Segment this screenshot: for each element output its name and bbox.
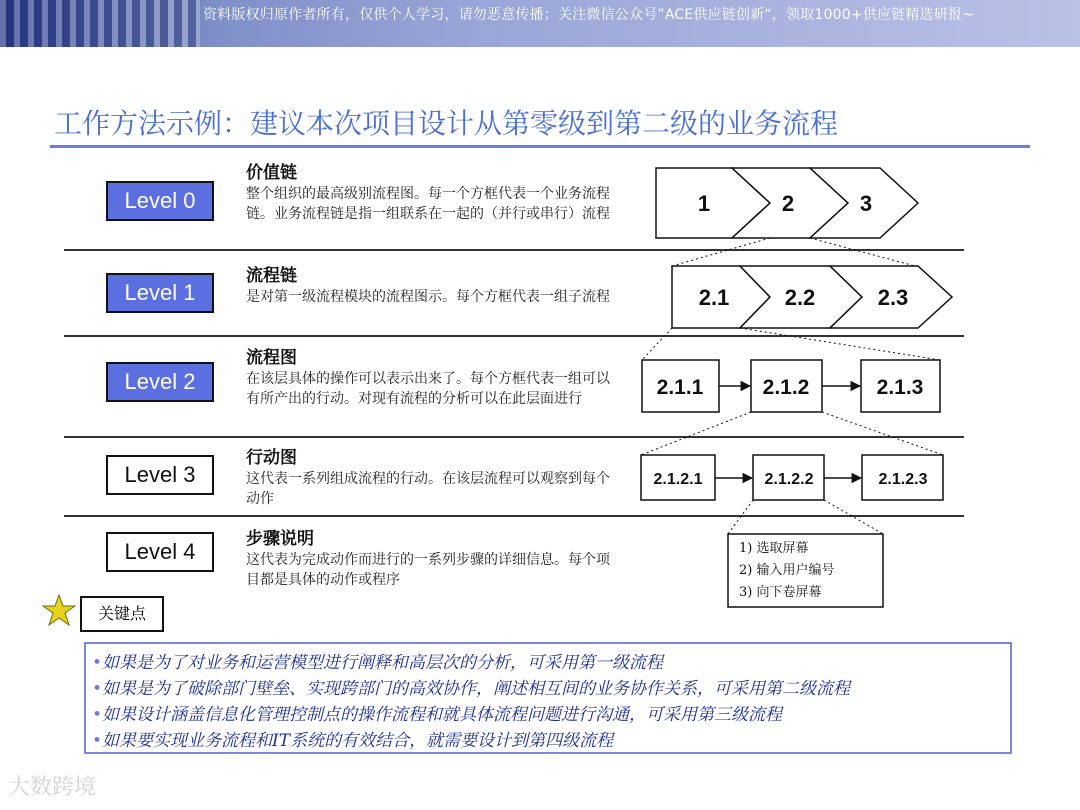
l2-label-3: 2.1.3 xyxy=(876,376,924,399)
l3-label-2: 2.1.2.2 xyxy=(764,471,814,488)
level-4-title: 步骤说明 xyxy=(246,529,314,549)
l1-label-3: 2.3 xyxy=(877,285,909,310)
level-1-title: 流程链 xyxy=(246,266,297,286)
l4-step-3: 3) 向下卷屏幕 xyxy=(739,585,822,600)
key-point-item: •如果设计涵盖信息化管理控制点的操作流程和就具体流程问题进行沟通，可采用第三级流程 xyxy=(92,705,783,725)
key-point-item: •如果要实现业务流程和IT系统的有效结合，就需要设计到第四级流程 xyxy=(92,731,614,751)
level-4-box: Level 4 xyxy=(106,532,214,572)
l4-step-1: 1) 选取屏幕 xyxy=(739,541,809,556)
l1-label-2: 2.2 xyxy=(784,285,816,310)
level-0-title: 价值链 xyxy=(246,163,297,183)
level-4-desc: 这代表为完成动作而进行的一系列步骤的详细信息。每个项目都是具体的动作或程序 xyxy=(246,552,610,588)
key-point-item: •如果是为了破除部门壁垒、实现跨部门的高效协作，阐述相互间的业务协作关系，可采用第二级流程 xyxy=(92,679,851,699)
level-2-title: 流程图 xyxy=(246,348,297,368)
key-point-item: •如果是为了对业务和运营模型进行阐释和高层次的分析，可采用第一级流程 xyxy=(92,653,664,673)
l0-label-3: 3 xyxy=(859,191,873,216)
l3-label-3: 2.1.2.3 xyxy=(878,471,928,488)
page-title: 工作方法示例：建议本次项目设计从第零级到第二级的业务流程 xyxy=(54,107,839,140)
l2-label-1: 2.1.1 xyxy=(656,376,704,399)
l2-label-2: 2.1.2 xyxy=(762,376,810,399)
level-1-desc: 是对第一级流程模块的流程图示。每个方框代表一组子流程 xyxy=(246,289,610,305)
level-2-desc: 在该层具体的操作可以表示出来了。每个方框代表一组可以有所产出的行动。对现有流程的分析可以在此层面进行 xyxy=(246,371,610,407)
level-0-box: Level 0 xyxy=(106,181,214,221)
level-1-box: Level 1 xyxy=(106,273,214,313)
banner-text: 资料版权归原作者所有，仅供个人学习，请勿恶意传播；关注微信公众号”ACE供应链创新“，领取1000+供应链精选研报~ xyxy=(203,7,975,23)
level-3-title: 行动图 xyxy=(246,448,297,468)
key-points-box xyxy=(84,642,1012,754)
l1-label-1: 2.1 xyxy=(698,285,730,310)
l0-label-2: 2 xyxy=(781,191,795,216)
footer-watermark-logo: 大数跨境 xyxy=(8,775,97,800)
l0-label-1: 1 xyxy=(697,191,711,216)
level-2-box: Level 2 xyxy=(106,362,214,402)
l4-step-2: 2) 输入用户编号 xyxy=(739,563,835,578)
level-0-desc: 整个组织的最高级别流程图。每一个方框代表一个业务流程链。业务流程链是指一组联系在一起的（并行或串行）流程 xyxy=(246,186,610,222)
level-3-desc: 这代表一系列组成流程的行动。在该层流程可以观察到每个动作 xyxy=(246,471,610,507)
l3-label-1: 2.1.2.1 xyxy=(653,471,703,488)
level-3-box: Level 3 xyxy=(106,455,214,495)
star-icon xyxy=(42,594,76,628)
key-points-label: 关键点 xyxy=(80,596,164,632)
